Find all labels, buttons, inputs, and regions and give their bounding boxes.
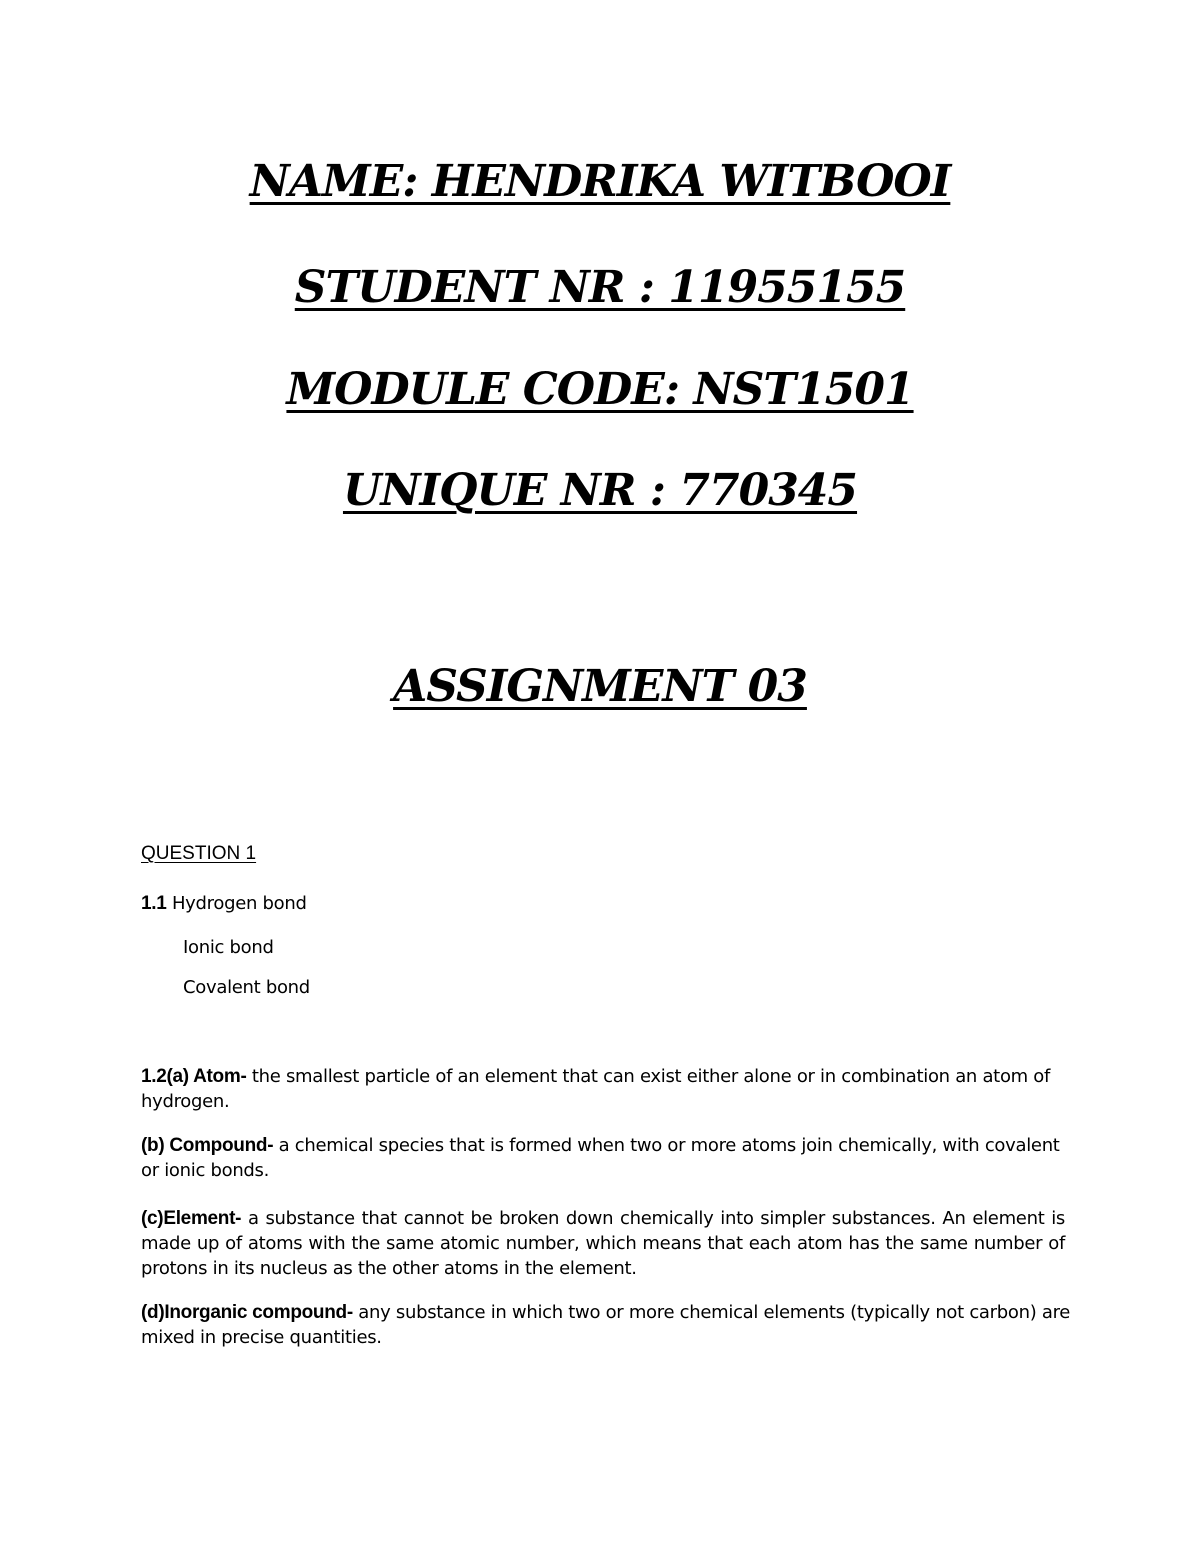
definition-term: 1.2(a) Atom- [141, 1066, 247, 1087]
q1-2b-definition [141, 1133, 1071, 1183]
definition-term: (b) Compound- [141, 1135, 274, 1156]
q1-1-item: Ionic bond [183, 937, 274, 958]
definition-text: a substance that cannot be broken down chemically into simpler substances. An element is made up of atoms with the same atomic number, which means that each atom has the same number of protons in its nucleus as the other atoms in the element. [141, 1208, 1065, 1279]
q1-2a-definition [141, 1064, 1071, 1114]
student-number-heading: STUDENT NR : 11955155 [294, 262, 906, 313]
question-1-heading: QUESTION 1 [141, 843, 257, 864]
definition-text: the smallest particle of an element that can exist either alone or in combination an atom of hydrogen. [141, 1066, 1051, 1112]
definition-text: a chemical species that is formed when two or more atoms join chemically, with covalent or ionic bonds. [141, 1135, 1060, 1181]
student-name-heading: NAME: HENDRIKA WITBOOI [249, 156, 951, 207]
q1-1-answer-line [141, 891, 307, 916]
q1-1-item: Covalent bond [183, 977, 310, 998]
module-code-heading: MODULE CODE: NST1501 [286, 364, 914, 415]
q1-2c-definition [141, 1206, 1065, 1281]
unique-number-heading: UNIQUE NR : 770345 [342, 465, 858, 516]
definition-term: (d)Inorganic compound- [141, 1302, 353, 1323]
definition-text: any substance in which two or more chemical elements (typically not carbon) are mixed in precise quantities. [141, 1302, 1071, 1348]
assignment-title: ASSIGNMENT 03 [393, 661, 807, 712]
definition-term: (c)Element- [141, 1208, 242, 1229]
q1-1-item: Hydrogen bond [171, 893, 307, 914]
q1-1-number: 1.1 [141, 893, 167, 914]
q1-2d-definition [141, 1300, 1071, 1350]
